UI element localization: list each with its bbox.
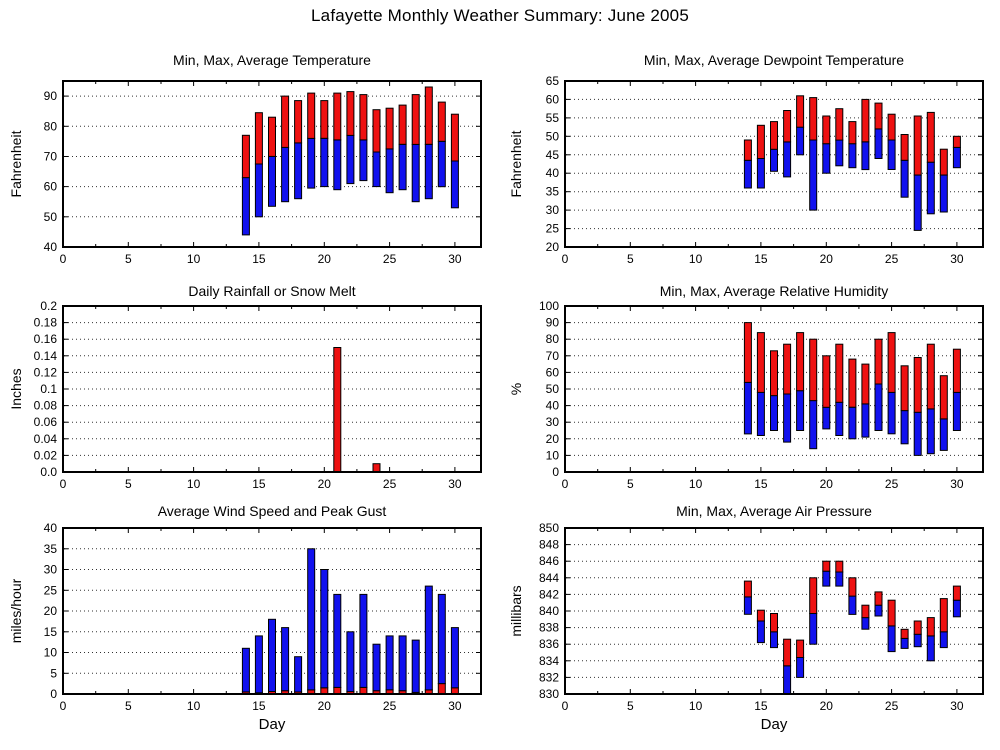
chart-title-pressure: Min, Max, Average Air Pressure bbox=[676, 503, 872, 519]
svg-text:15: 15 bbox=[754, 699, 768, 713]
svg-text:0: 0 bbox=[561, 477, 569, 490]
svg-text:0.16: 0.16 bbox=[33, 332, 57, 347]
chart-canvas-pressure bbox=[500, 490, 1000, 750]
svg-text:25: 25 bbox=[884, 477, 899, 490]
svg-text:70: 70 bbox=[545, 348, 559, 363]
y-axis-label-humidity: % bbox=[508, 382, 524, 396]
svg-text:0.2: 0.2 bbox=[40, 299, 57, 313]
svg-text:5: 5 bbox=[124, 699, 132, 713]
svg-text:830: 830 bbox=[538, 687, 559, 701]
svg-text:0.12: 0.12 bbox=[33, 365, 57, 380]
svg-text:20: 20 bbox=[819, 699, 833, 713]
chart-title-rainfall: Daily Rainfall or Snow Melt bbox=[188, 283, 356, 299]
svg-text:90: 90 bbox=[545, 315, 559, 330]
svg-text:30: 30 bbox=[448, 699, 462, 713]
svg-text:60: 60 bbox=[43, 179, 57, 194]
chart-temperature bbox=[0, 30, 500, 270]
y-axis-label-dewpoint: Fahrenheit bbox=[508, 130, 524, 198]
svg-text:30: 30 bbox=[950, 699, 964, 713]
svg-text:15: 15 bbox=[43, 624, 57, 639]
svg-text:55: 55 bbox=[545, 110, 559, 125]
svg-text:70: 70 bbox=[43, 149, 57, 164]
svg-text:5: 5 bbox=[124, 477, 132, 490]
chart-title-temperature: Min, Max, Average Temperature bbox=[173, 52, 371, 68]
chart-title-dewpoint: Min, Max, Average Dewpoint Temperature bbox=[643, 52, 905, 68]
svg-text:0.0: 0.0 bbox=[40, 465, 57, 479]
svg-text:846: 846 bbox=[538, 554, 559, 569]
svg-text:5: 5 bbox=[626, 252, 634, 266]
svg-text:25: 25 bbox=[43, 583, 57, 598]
svg-text:20: 20 bbox=[317, 477, 331, 490]
svg-text:0.18: 0.18 bbox=[33, 315, 57, 330]
svg-text:838: 838 bbox=[538, 620, 559, 635]
svg-text:834: 834 bbox=[538, 653, 559, 668]
svg-text:25: 25 bbox=[884, 252, 899, 266]
svg-text:30: 30 bbox=[545, 203, 559, 218]
y-axis-label-rainfall: Inches bbox=[8, 368, 24, 410]
y-axis-label-pressure: millibars bbox=[508, 585, 524, 637]
svg-text:35: 35 bbox=[43, 541, 57, 556]
svg-text:15: 15 bbox=[252, 477, 266, 490]
svg-text:0.06: 0.06 bbox=[33, 415, 57, 430]
svg-text:25: 25 bbox=[382, 252, 397, 266]
svg-text:20: 20 bbox=[317, 699, 331, 713]
svg-text:30: 30 bbox=[448, 477, 462, 490]
svg-text:60: 60 bbox=[545, 92, 559, 107]
svg-text:832: 832 bbox=[538, 670, 559, 685]
svg-text:50: 50 bbox=[545, 129, 559, 144]
x-axis-label-wind: Day bbox=[258, 716, 286, 733]
svg-text:20: 20 bbox=[545, 240, 559, 254]
svg-text:0.14: 0.14 bbox=[33, 348, 57, 363]
chart-title-wind: Average Wind Speed and Peak Gust bbox=[157, 503, 387, 519]
svg-text:5: 5 bbox=[50, 666, 57, 681]
svg-text:20: 20 bbox=[43, 604, 57, 618]
chart-canvas-temperature bbox=[0, 30, 500, 270]
svg-text:15: 15 bbox=[754, 252, 768, 266]
svg-text:80: 80 bbox=[545, 332, 559, 347]
chart-canvas-dewpoint bbox=[500, 30, 1000, 270]
svg-text:20: 20 bbox=[819, 477, 833, 490]
svg-text:25: 25 bbox=[884, 699, 899, 713]
svg-text:0: 0 bbox=[50, 687, 57, 701]
svg-text:25: 25 bbox=[382, 699, 397, 713]
svg-text:65: 65 bbox=[545, 74, 559, 88]
svg-text:30: 30 bbox=[950, 477, 964, 490]
svg-text:20: 20 bbox=[819, 252, 833, 266]
svg-text:40: 40 bbox=[545, 166, 559, 181]
svg-text:0: 0 bbox=[59, 699, 67, 713]
svg-text:5: 5 bbox=[124, 252, 132, 266]
svg-text:10: 10 bbox=[545, 448, 559, 463]
y-axis-label-wind: miles/hour bbox=[8, 578, 24, 644]
svg-text:10: 10 bbox=[43, 645, 57, 660]
svg-text:100: 100 bbox=[538, 299, 559, 313]
svg-text:15: 15 bbox=[754, 477, 768, 490]
svg-text:0: 0 bbox=[59, 252, 67, 266]
svg-text:844: 844 bbox=[538, 570, 559, 585]
svg-text:0.02: 0.02 bbox=[33, 448, 57, 463]
svg-text:20: 20 bbox=[317, 252, 331, 266]
svg-text:30: 30 bbox=[950, 252, 964, 266]
svg-text:10: 10 bbox=[186, 699, 201, 713]
y-axis-label-temperature: Fahrenheit bbox=[8, 130, 24, 198]
svg-text:0: 0 bbox=[561, 252, 569, 266]
chart-humidity bbox=[500, 270, 1000, 490]
svg-text:0.1: 0.1 bbox=[40, 382, 57, 396]
svg-text:80: 80 bbox=[43, 119, 57, 134]
svg-text:10: 10 bbox=[186, 477, 201, 490]
svg-text:10: 10 bbox=[688, 252, 703, 266]
svg-text:5: 5 bbox=[626, 699, 634, 713]
chart-rainfall bbox=[0, 270, 500, 490]
svg-text:10: 10 bbox=[688, 699, 703, 713]
chart-canvas-wind bbox=[0, 490, 500, 750]
svg-text:30: 30 bbox=[448, 252, 462, 266]
svg-text:10: 10 bbox=[186, 252, 201, 266]
svg-text:5: 5 bbox=[626, 477, 634, 490]
svg-text:30: 30 bbox=[545, 415, 559, 430]
svg-text:15: 15 bbox=[252, 699, 266, 713]
svg-text:45: 45 bbox=[545, 147, 559, 162]
svg-text:15: 15 bbox=[252, 252, 266, 266]
chart-dewpoint bbox=[500, 30, 1000, 270]
svg-text:0.04: 0.04 bbox=[33, 431, 57, 446]
svg-text:50: 50 bbox=[545, 382, 559, 396]
svg-text:848: 848 bbox=[538, 537, 559, 552]
svg-text:50: 50 bbox=[43, 209, 57, 224]
svg-text:40: 40 bbox=[43, 240, 57, 254]
x-axis-label-pressure: Day bbox=[760, 716, 788, 733]
svg-text:25: 25 bbox=[545, 221, 559, 236]
svg-text:60: 60 bbox=[545, 365, 559, 380]
svg-text:30: 30 bbox=[43, 562, 57, 577]
chart-canvas-rainfall bbox=[0, 270, 500, 490]
svg-text:836: 836 bbox=[538, 637, 559, 652]
svg-text:25: 25 bbox=[382, 477, 397, 490]
chart-title-humidity: Min, Max, Average Relative Humidity bbox=[659, 283, 889, 299]
svg-text:35: 35 bbox=[545, 184, 559, 199]
svg-text:0: 0 bbox=[561, 699, 569, 713]
svg-text:40: 40 bbox=[43, 521, 57, 535]
svg-text:842: 842 bbox=[538, 587, 559, 602]
chart-wind bbox=[0, 490, 500, 750]
page-title: Lafayette Monthly Weather Summary: June 2005 bbox=[311, 6, 689, 25]
svg-text:10: 10 bbox=[688, 477, 703, 490]
svg-text:0: 0 bbox=[552, 465, 559, 479]
chart-pressure bbox=[500, 490, 1000, 750]
svg-text:850: 850 bbox=[538, 521, 559, 535]
chart-canvas-humidity bbox=[500, 270, 1000, 490]
svg-text:840: 840 bbox=[538, 604, 559, 618]
svg-text:0: 0 bbox=[59, 477, 67, 490]
svg-text:0.08: 0.08 bbox=[33, 398, 57, 413]
svg-text:40: 40 bbox=[545, 398, 559, 413]
svg-text:90: 90 bbox=[43, 89, 57, 104]
svg-text:20: 20 bbox=[545, 431, 559, 446]
